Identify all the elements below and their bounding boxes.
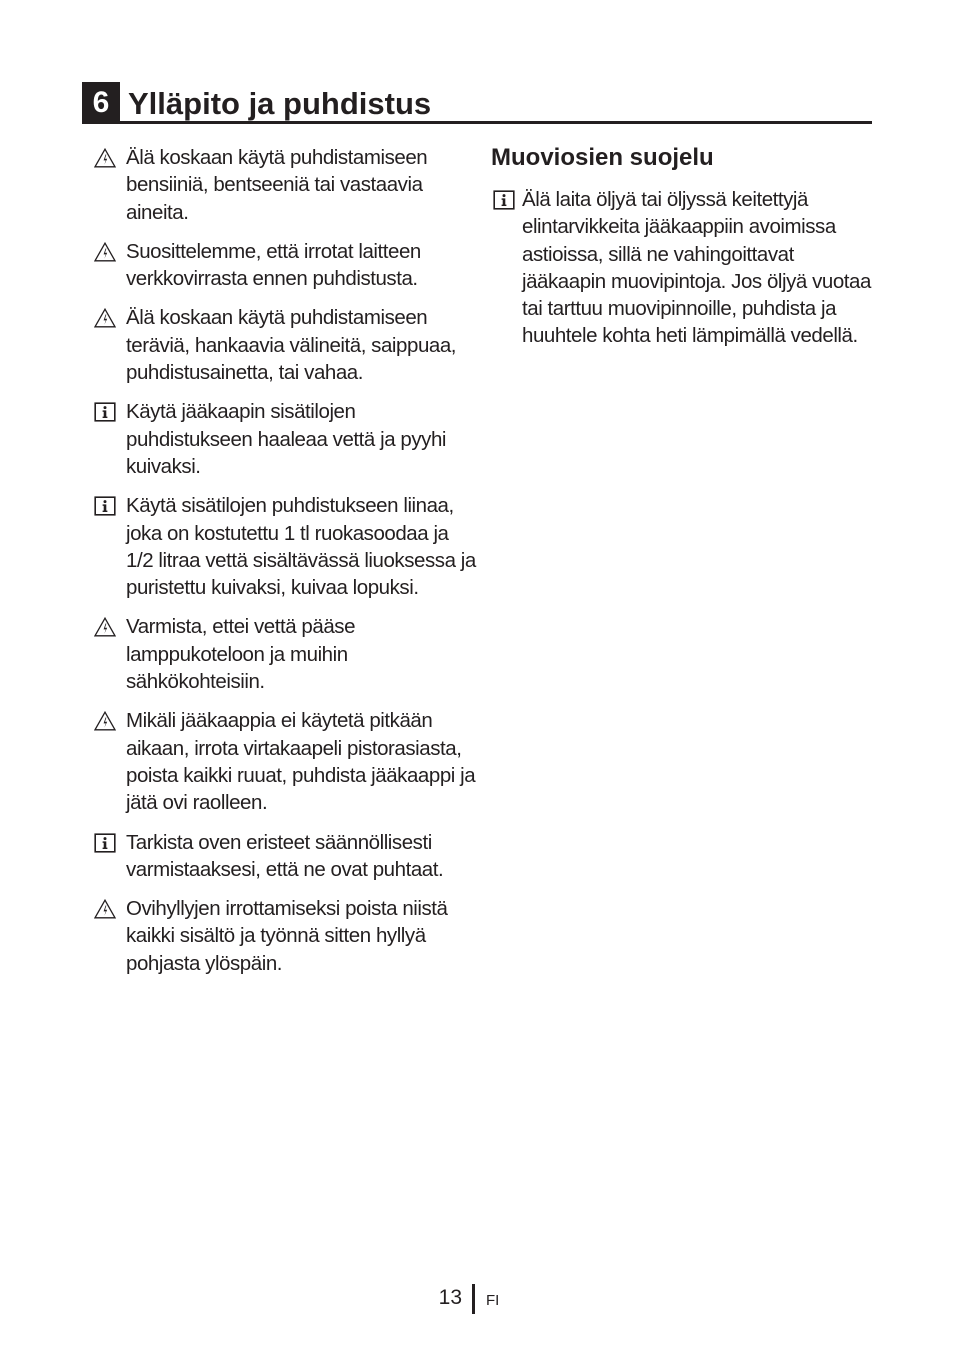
warning-icon — [94, 308, 116, 328]
section-items — [491, 186, 876, 350]
item-text: Käytä jääkaapin sisätilojen puhdistukseen haaleaa vettä ja pyyhi kuivaksi. — [126, 400, 447, 478]
warning-icon — [94, 148, 116, 168]
item-text: Älä koskaan käytä puhdistamiseen teräviä, hankaavia välineitä, saippuaa, puhdistusainetta, tai vahaa. — [126, 306, 457, 385]
item-text: Käytä sisätilojen puhdistukseen liinaa, joka on kostutettu 1 tl ruokasoodaa ja 1/2 litraa vettä sisältävässä liuoksessa ja puristettu kuivaksi, kuivaa lopuksi. — [126, 494, 476, 600]
section-title: Muoviosien suojelu — [491, 144, 714, 171]
list-item — [92, 829, 477, 884]
list-item — [92, 613, 477, 695]
item-text: Tarkista oven eristeet säännöllisesti varmistaaksesi, että ne ovat puhtaat. — [126, 830, 444, 881]
page-number: 13 — [438, 1286, 462, 1309]
list-item — [92, 895, 477, 977]
info-icon — [94, 833, 116, 853]
list-item — [92, 707, 477, 816]
chapter-header — [82, 82, 872, 124]
right-column — [491, 141, 876, 362]
item-text: Varmista, ettei vettä pääse lamppukoteloon ja muihin sähkökohteisiin. — [126, 615, 356, 694]
warning-icon — [94, 899, 116, 919]
chapter-number: 6 — [82, 82, 120, 124]
warning-icon — [94, 242, 116, 262]
info-icon — [94, 496, 116, 516]
item-text: Älä koskaan käytä puhdistamiseen bensiiniä, bentseeniä tai vastaavia aineita. — [126, 146, 428, 224]
list-item — [92, 398, 477, 480]
list-item — [92, 144, 477, 226]
item-text: Ovihyllyjen irrottamiseksi poista niistä kaikki sisältö ja työnnä sitten hyllyä pohjasta ylöspäin. — [126, 897, 448, 975]
chapter-title: Ylläpito ja puhdistus — [128, 86, 432, 121]
item-text: Mikäli jääkaappia ei käytetä pitkään aikaan, irrota virtakaapeli pistorasiasta, poista kaikki ruuat, puhdista jääkaappi ja jätä ovi raolleen. — [126, 709, 476, 815]
left-column — [92, 144, 477, 989]
info-icon — [493, 190, 515, 210]
item-text: Älä laita öljyä tai öljyssä keitettyjä elintarvikkeita jääkaappiin avoimissa astioissa, sillä ne vahingoittavat jääkaapin muovipintoja. Jos öljyä vuotaa tai tarttuu muovipinnoille, puhdista ja huuhtele kohta heti lämpimällä vedellä. — [522, 188, 871, 348]
list-item — [92, 238, 477, 293]
list-item — [92, 304, 477, 386]
warning-icon — [94, 617, 116, 637]
list-item — [92, 492, 477, 601]
language-code: FI — [486, 1292, 500, 1309]
warning-icon — [94, 711, 116, 731]
info-icon — [94, 402, 116, 422]
header-rule — [82, 121, 872, 124]
list-item — [491, 186, 876, 350]
page-footer — [0, 1284, 954, 1316]
item-text: Suosittelemme, että irrotat laitteen verkkovirrasta ennen puhdistusta. — [126, 239, 421, 291]
footer-divider — [472, 1284, 475, 1314]
